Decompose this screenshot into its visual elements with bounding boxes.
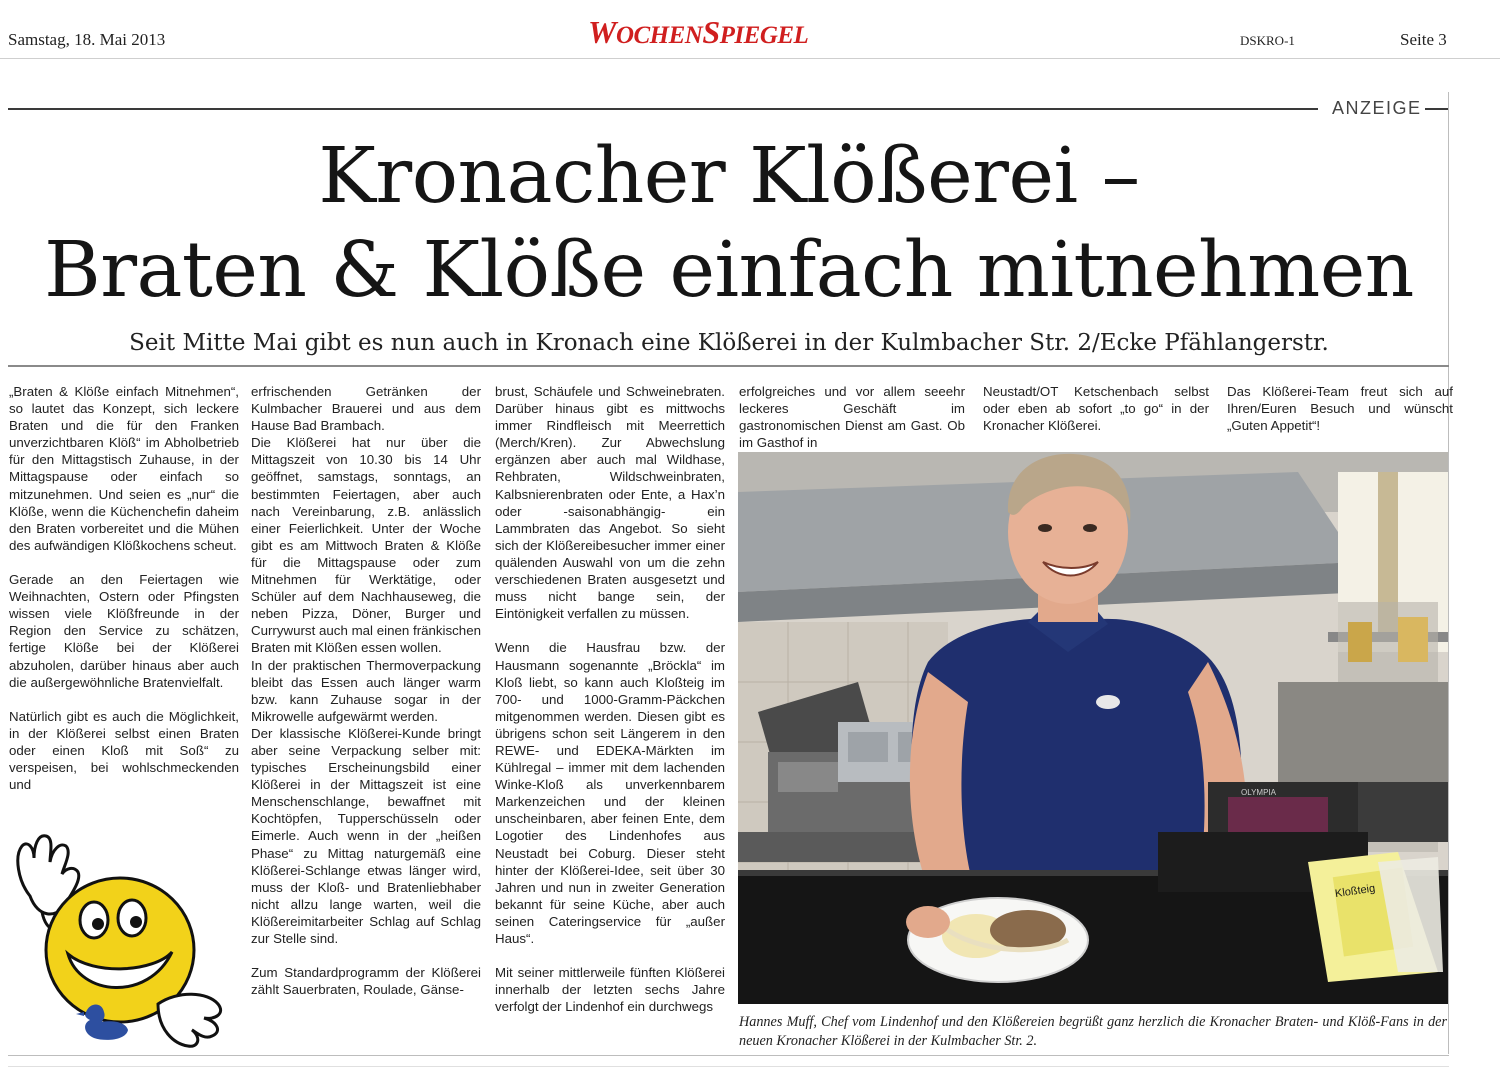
paragraph: Neustadt/OT Ketschenbach selbst oder eben ab sofort „to go“ in der Kronacher Klößerei. <box>983 384 1209 434</box>
newspaper-logo <box>588 14 808 51</box>
paragraph: „Braten & Klöße einfach Mitnehmen“, so lautet das Konzept, sich leckere Braten und die für den Franken unverzichtbaren Klöß“ im Abholbetrieb für den Mittagstisch Zuhause, in der Mittagspause oder einfach so mitzunehmen. Und seien es „nur“ die Klöße, wenn die Küchenchefin daheim den Braten vorbereitet und die Mühen des aufwändigen Klößkochens scheut. <box>9 384 239 553</box>
paragraph: Der klassische Klößerei-Kunde bringt aber seine Verpackung selber mit: typisches Erscheinungsbild einer Klößerei in der Mittagszeit ist eine Menschenschlange, bewaffnet mit Kochtöpfen, Tupperschüsseln oder Eimerle. Auch wenn in der „heißen Phase“ zu Mittag naturgemäß eine Klößerei-Schlange etwas länger wird, muss der Kloß- und Bratenliebhaber nicht allzu lange warten, weil die Klößereimitarbeiter Schlag auf Schlag zur Stelle sind. <box>251 725 481 946</box>
kloss-mascot-illustration <box>8 826 228 1054</box>
paragraph: erfrischenden Getränken der Kulmbacher Brauerei und aus dem Hause Bad Brambach. <box>251 384 481 434</box>
glove-hand-icon <box>158 994 221 1046</box>
paragraph: brust, Schäufele und Schweinebraten. Darüber hinaus gibt es mittwochs immer Rindfleisch mit Meerrettich (Merch/Kren). Zur Abwechslung ergänzen aber auch mal Wildhase, Rehbraten, Wildschweinbraten, Kalbsnierenbraten oder Ente, a Hax’n oder -saisonabhängig- ein Lammbraten das Angebot. So sieht sich der Klößereibesucher immer einer quälenden Auswahl von um die zehn verschiedenen Braten ausgesetzt und muss nicht bange sein, der Eintönigkeit verfallen zu müssen. <box>495 384 725 622</box>
paragraph: Wenn die Hausfrau bzw. der Hausmann sogenannte „Bröckla“ im Kloß liebt, so kann auch Kloßteig im 700- und 1000-Gramm-Päckchen mitgenommen werden. Diesen gibt es übrigens schon seit Längerem in den REWE- und EDEKA-Märkten im Kühlregal – immer mit dem lachenden Winke-Kloß als unverkennbarem Markenzeichen und der kleinen unscheinbaren, aber feinen Ente, dem Logotier des Lindenhofes aus Neustadt bei Coburg. Dieser steht hinter der Klößerei-Idee, seit über 30 Jahren und nun in zweiter Generation bekannt für seine Küche, aber auch seinen Cateringservice für „außer Haus“. <box>495 640 725 946</box>
article-column-2 <box>251 383 481 998</box>
edition-code: DSKRO-1 <box>1240 33 1295 48</box>
register-brand: OLYMPIA <box>1241 788 1276 797</box>
article-column-3 <box>495 383 725 1015</box>
subtitle: Seit Mitte Mai gibt es nun auch in Kronach eine Klößerei in der Kulmbacher Str. 2/Ecke Pfählangerstr. <box>129 330 1329 356</box>
headline <box>0 130 1458 318</box>
ad-frame-bottom-rule <box>8 1055 1449 1056</box>
article-column-5 <box>983 383 1209 434</box>
ad-frame-top-rule <box>8 108 1318 110</box>
issue-date: Samstag, 18. Mai 2013 <box>8 30 166 49</box>
paragraph: In der praktischen Thermoverpackung bleibt das Essen auch länger warm bzw. kann Zuhause sogar in der Mikrowelle aufgewärmt werden. <box>251 657 481 724</box>
article-column-1 <box>9 383 239 793</box>
article-column-4 <box>739 383 965 451</box>
logo-part: S <box>702 14 720 50</box>
headline-line-1: Kronacher Klößerei – <box>318 132 1140 221</box>
logo-part: PIEGEL <box>719 22 809 49</box>
package-label: Kloßteig <box>1334 882 1376 901</box>
photo-caption: Hannes Muff, Chef vom Lindenhof und den Klößereien begrüßt ganz herzlich die Kronacher Braten- und Klöß-Fans in der neuen Kronacher Klößerei in der Kulmbacher Str. 2. <box>739 1014 1447 1049</box>
paragraph: Das Klößerei-Team freut sich auf Ihren/Euren Besuch und wünscht „Guten Appetit“! <box>1227 384 1453 434</box>
paragraph: erfolgreiches und vor allem seeehr leckeres Geschäft im gastronomischen Dienst am Gast. Ob im Gasthof in <box>739 384 965 451</box>
page-bottom-rule <box>8 1066 1449 1067</box>
paragraph: Die Klößerei hat nur über die Mittagszeit von 10.30 bis 14 Uhr geöffnet, samstags, sonntags, an bestimmten Feiertagen, aber auch nach Vereinbarung, z.B. anlässlich einer Feierlichkeit. Unter der Woche gibt es am Mittwoch Braten & Klöße für die Mittagspause oder zum Mitnehmen für Werktätige, oder Schüler auf dem Nachhauseweg, die neben Pizza, Döner, Burger und Currywurst auch mal einen fränkischen Braten mit Klößen essen wollen. <box>251 435 481 656</box>
article-photo <box>738 452 1448 1004</box>
paragraph: Gerade an den Feiertagen wie Weihnachten, Ostern oder Pfingsten wissen viele Klößfreunde in der Region den Service zu schätzen, fertige Klöße bei der Klößerei abzuholen, darüber hinaus aber auch die außergewöhnliche Bratenvielfalt. <box>9 572 239 690</box>
headline-line-2: Braten & Klöße einfach mitnehmen <box>44 226 1414 315</box>
subtitle-divider <box>8 365 1449 367</box>
page-number: Seite 3 <box>1400 30 1447 49</box>
ad-frame-top-rule-right <box>1425 108 1448 110</box>
paragraph: Mit seiner mittlerweile fünften Klößerei innerhalb der letzten sechs Jahre verfolgt der Lindenhof ein durchwegs <box>495 965 725 1015</box>
paragraph: Zum Standardprogramm der Klößerei zählt Sauerbraten, Roulade, Gänse- <box>251 965 481 998</box>
logo-part: OCHEN <box>615 22 703 49</box>
paragraph: Natürlich gibt es auch die Möglichkeit, in der Klößerei selbst einen Braten oder einen Kloß mit Soß“ zu verspeisen, bei wohlschmeckenden und <box>9 708 239 793</box>
ad-label: ANZEIGE <box>1332 98 1422 118</box>
logo-part: W <box>588 14 616 50</box>
article-column-6 <box>1227 383 1453 434</box>
masthead-divider <box>0 58 1500 59</box>
